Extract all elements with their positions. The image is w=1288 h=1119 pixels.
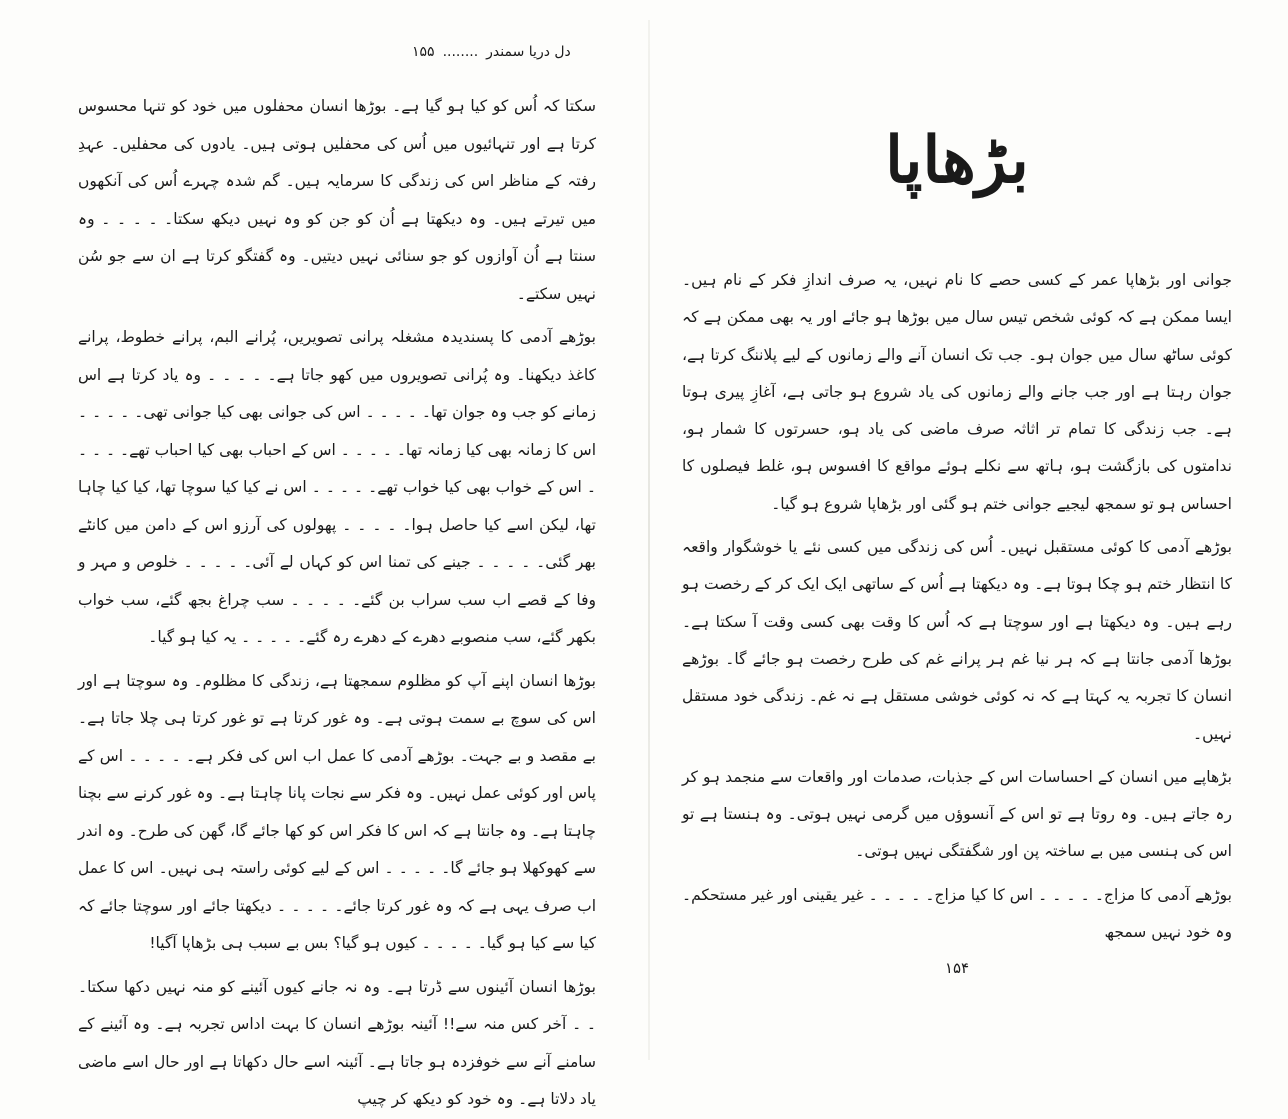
left-page — [0, 0, 644, 1108]
paragraph: بڑھاپے میں انسان کے احساسات اس کے جذبات، صدمات اور واقعات سے منجمد ہو کر رہ جاتے ہیں۔ وہ روتا ہے تو اس کے آنسوؤں میں گرمی نہیں ہوتی۔ وہ ہنستا ہے تو اس کی ہنسی میں بے ساختہ پن اور شگفتگی نہیں ہوتی۔ — [682, 767, 1232, 861]
page-number: ۱۵۴ — [944, 959, 970, 978]
book-gutter — [648, 20, 650, 1060]
left-page-body — [78, 88, 596, 1119]
right-page — [660, 0, 1288, 1080]
running-head-book-title: دل دریا سمندر — [486, 44, 571, 60]
running-head-page-number: ۱۵۵ — [412, 44, 435, 60]
paragraph: بوڑھے آدمی کا مزاج۔ ۔ ۔ ۔ ۔ اس کا کیا مزاج۔ ۔ ۔ ۔ ۔ غیر یقینی اور غیر مستحکم۔ وہ خود نہیں سمجھ — [682, 885, 1232, 942]
paragraph: سکتا کہ اُس کو کیا ہو گیا ہے۔ بوڑھا انسان محفلوں میں خود کو تنہا محسوس کرتا ہے اور تنہائیوں میں اُس کی محفلیں ہوتی ہیں۔ یادوں کی محفلیں۔ عہدِ رفتہ کے مناظر اس کی زندگی کا سرمایہ ہیں۔ گم شدہ چہرے اُس کی آنکھوں میں تیرتے ہیں۔ وہ دیکھتا ہے اُن کو جن کو وہ نہیں دیکھ سکتا۔ ۔ ۔ ۔ ۔ وہ سنتا ہے اُن آوازوں کو جو سنائی نہیں دیتیں۔ وہ گفتگو کرتا ہے ان سے جو سُن نہیں سکتے۔ — [78, 97, 596, 303]
paragraph: بوڑھا انسان اپنے آپ کو مظلوم سمجھتا ہے، زندگی کا مظلوم۔ وہ سوچتا ہے اور اس کی سوچ بے سمت ہوتی ہے۔ وہ غور کرتا ہے تو غور کرتا ہی چلا جاتا ہے۔ بے مقصد و بے جہت۔ بوڑھے آدمی کا عمل اب اس کی فکر ہے۔ ۔ ۔ ۔ ۔ اس کے پاس اور کوئی عمل نہیں۔ وہ فکر سے نجات پانا چاہتا ہے۔ وہ غور کرنے سے بچنا چاہتا ہے۔ وہ جانتا ہے کہ اس کا فکر اس کو کھا جائے گا، گھن کی طرح۔ وہ اندر سے کھوکھلا ہو جائے گا۔ ۔ ۔ ۔ ۔ اس کے لیے کوئی راستہ ہی نہیں۔ اس کا عمل اب صرف یہی ہے کہ وہ غور کرتا جائے۔ ۔ ۔ ۔ ۔ دیکھتا جائے اور سوچتا جائے کہ کیا سے کیا ہو گیا۔ ۔ ۔ ۔ ۔ کیوں ہو گیا؟ بس بے سبب ہی بڑھاپا آگیا! — [78, 671, 596, 952]
right-page-body — [682, 262, 1232, 951]
running-head — [408, 44, 596, 66]
paragraph: بوڑھا انسان آئینوں سے ڈرتا ہے۔ وہ نہ جانے کیوں آئینے کو منہ نہیں دکھا سکتا۔ ۔ ۔ آخر کس منہ سے!! آئینہ بوڑھے انسان کا بہت اداس تجربہ ہے۔ وہ آئینے کے سامنے آنے سے خوفزدہ ہو جاتا ہے۔ آئینہ اسے حال دکھاتا ہے اور حال اسے ماضی یاد دلاتا ہے۔ وہ خود کو دیکھ کر چیپ — [78, 977, 596, 1108]
paragraph: بوڑھے آدمی کا کوئی مستقبل نہیں۔ اُس کی زندگی میں کسی نئے یا خوشگوار واقعہ کا انتظار ختم ہو چکا ہوتا ہے۔ وہ دیکھتا ہے اُس کے ساتھی ایک ایک کر کے رخصت ہو رہے ہیں۔ وہ دیکھتا ہے اور سوچتا ہے کہ اُس کا وقت بھی کسی وقت آ سکتا ہے۔ بوڑھا آدمی جانتا ہے کہ ہر نیا غم ہر پرانے غم کی طرح رخصت ہو جائے گا۔ بوڑھے انسان کا تجربہ یہ کہتا ہے کہ نہ کوئی خوشی مستقل ہے نہ غم۔ زندگی خود مستقل نہیں۔ — [682, 538, 1232, 743]
paragraph: جوانی اور بڑھاپا عمر کے کسی حصے کا نام نہیں، یہ صرف اندازِ فکر کے نام ہیں۔ ایسا ممکن ہے کہ کوئی شخص تیس سال میں بوڑھا ہو جائے اور یہ بھی ممکن ہے کہ کوئی ساٹھ سال میں جوان ہو۔ جب تک انسان آنے والے زمانوں کے لیے پلاننگ کرتا ہے، جوان رہتا ہے اور جب جانے والے زمانوں کی یاد شروع ہو جاتی ہے، آغازِ پیری ہوتا ہے۔ جب زندگی کا تمام تر اثاثہ صرف ماضی کی یاد ہو، حسرتوں کا شمار ہو، ندامتوں کی بازگشت ہو، ہاتھ سے نکلے ہوئے مواقع کا افسوس ہو، غلط فیصلوں کا احساس ہو تو سمجھ لیجیے جوانی ختم ہو گئی اور بڑھاپا شروع ہو گیا۔ — [682, 271, 1232, 513]
running-head-dots: ........ — [442, 44, 479, 60]
paragraph: بوڑھے آدمی کا پسندیدہ مشغلہ پرانی تصویریں، پُرانے البم، پرانے خطوط، پرانے کاغذ دیکھنا۔ وہ پُرانی تصویروں میں کھو جاتا ہے۔ ۔ ۔ ۔ ۔ وہ یاد کرتا ہے اس زمانے کو جب وہ جوان تھا۔ ۔ ۔ ۔ ۔ اس کی جوانی بھی کیا جوانی تھی۔ ۔ ۔ ۔ ۔ اس کا زمانہ بھی کیا زمانہ تھا۔ ۔ ۔ ۔ ۔ اس کے احباب بھی کیا احباب تھے۔ ۔ ۔ ۔ ۔ اس کے خواب بھی کیا خواب تھے۔ ۔ ۔ ۔ ۔ اس نے کیا کیا سوچا تھا، کیا کیا چاہا تھا، لیکن اسے کیا حاصل ہوا۔ ۔ ۔ ۔ ۔ پھولوں کی آرزو اس کے دامن میں کانٹے بھر گئی۔ ۔ ۔ ۔ ۔ جینے کی تمنا اس کو کہاں لے آئی۔ ۔ ۔ ۔ ۔ خلوص و مہر و وفا کے قصے اب سب سراب بن گئے۔ ۔ ۔ ۔ ۔ سب چراغ بجھ گئے، سب خواب بکھر گئے، سب منصوبے دھرے کے دھرے رہ گئے۔ ۔ ۔ ۔ ۔ یہ کیا ہو گیا۔ — [78, 328, 596, 646]
chapter-title: بڑھاپا — [885, 123, 1029, 198]
